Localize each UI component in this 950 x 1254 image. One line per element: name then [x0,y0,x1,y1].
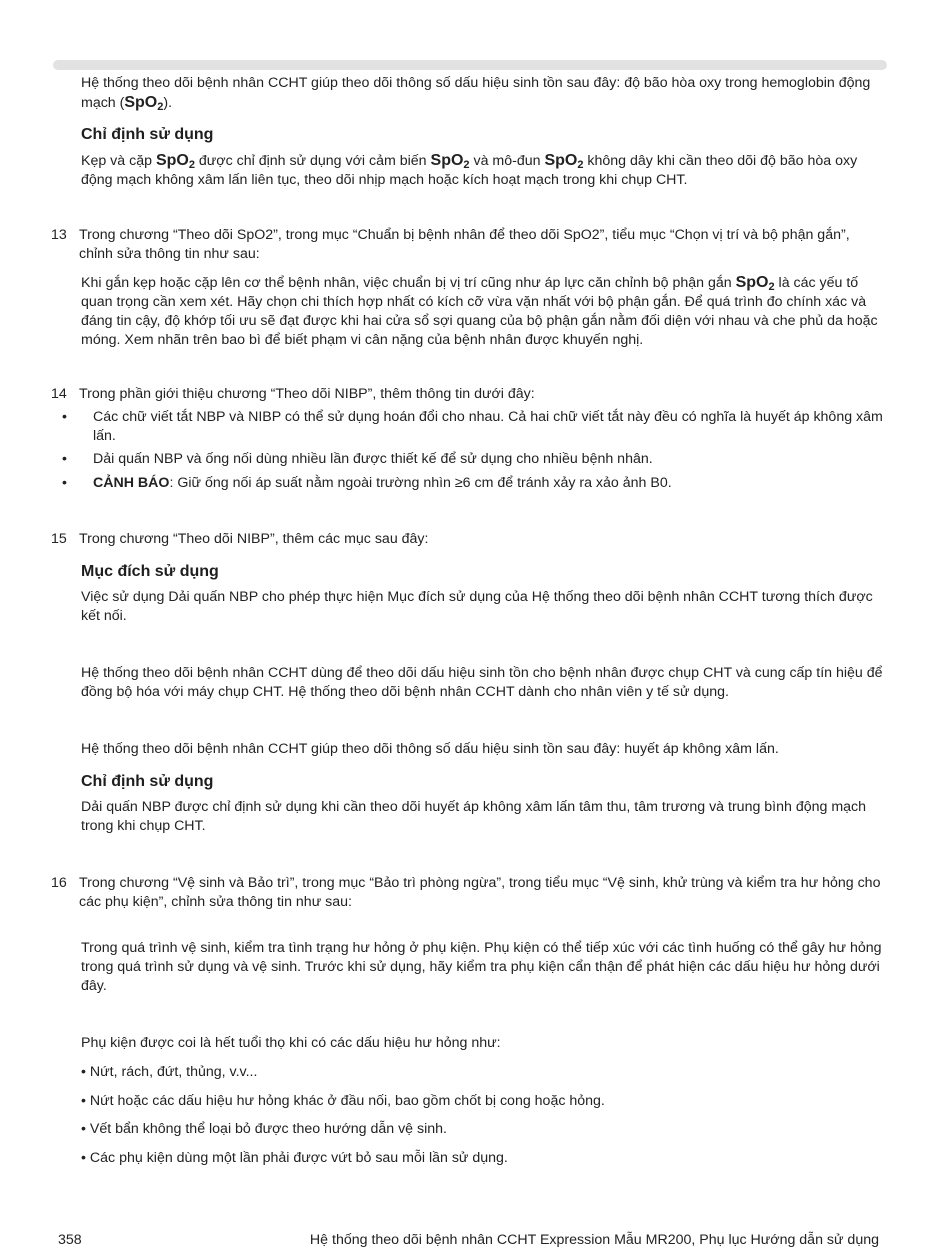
nibp-indications-paragraph: Dải quấn NBP được chỉ định sử dụng khi cần theo dõi huyết áp không xâm lấn tâm thu, tâm trương và trung bình động mạch trong khi chụp CHT. [81,799,867,834]
header-rule [53,60,887,70]
item-13-paragraph: Khi gắn kẹp hoặc cặp lên cơ thể bệnh nhân, việc chuẩn bị vị trí cũng như áp lực căn chỉnh bộ phận gắn SpO$_2$ là các yếu tố quan trọng cần xem xét. Hãy chọn chi thích hợp nhất có kích cỡ vừa vặn nhất với bộ phận gắn. Để quá trình đo chính xác và đáng tin cậy, độ khớp tối ưu sẽ đạt được khi hai cửa sổ sợi quang của bộ phận gắn nằm đối diện với nhau và che phủ da hoặc móng. Xem nhãn trên bao bì để biết phạm vi cân nặng của bệnh nhân được khuyến nghị. [81,274,878,348]
item-14-number: 14 [51,386,67,402]
bullet-marker: • [62,451,67,467]
list-item: • Nứt hoặc các dấu hiệu hư hỏng khác ở đầu nối, bao gồm chốt bị cong hoặc hỏng. [81,1093,605,1109]
list-item: Dải quấn NBP và ống nối dùng nhiều lần được thiết kế để sử dụng cho nhiều bệnh nhân. [93,451,653,467]
intended-use-paragraph: Việc sử dụng Dải quấn NBP cho phép thực hiện Mục đích sử dụng của Hệ thống theo dõi bệnh nhân CCHT tương thích được kết nối. [81,589,873,624]
bullet-marker: • [62,475,67,491]
list-item: • Vết bẩn không thể loại bỏ được theo hướng dẫn vệ sinh. [81,1121,447,1137]
bullet-marker: • [62,409,67,425]
cleaning-paragraph: Trong quá trình vệ sinh, kiểm tra tình trạng hư hỏng ở phụ kiện. Phụ kiện có thể tiếp xúc với các tình huống có thể gây hư hỏng trong quá trình sử dụng và vệ sinh. Trước khi sử dụng, hãy kiểm tra phụ kiện cẩn thận để phát hiện các dấu hiệu hư hỏng dưới đây. [81,940,882,994]
nibp-parameter-paragraph: Hệ thống theo dõi bệnh nhân CCHT giúp theo dõi thông số dấu hiệu sinh tồn sau đây: huyết áp không xâm lấn. [81,741,779,757]
list-item: Các chữ viết tắt NBP và NIBP có thể sử dụng hoán đổi cho nhau. Cả hai chữ viết tắt này đều có nghĩa là huyết áp không xâm lấn. [93,409,883,444]
warning-item: CẢNH BÁO: Giữ ống nối áp suất nằm ngoài trường nhìn ≥6 cm để tránh xảy ra xảo ảnh B0. [93,475,672,491]
item-15-number: 15 [51,531,67,547]
item-14-text: Trong phần giới thiệu chương “Theo dõi NIBP”, thêm thông tin dưới đây: [79,386,535,402]
list-item: • Các phụ kiện dùng một lần phải được vứt bỏ sau mỗi lần sử dụng. [81,1150,508,1166]
indications-heading: Chỉ định sử dụng [81,126,214,143]
end-of-life-paragraph: Phụ kiện được coi là hết tuổi thọ khi có các dấu hiệu hư hỏng như: [81,1035,501,1051]
item-13-text: Trong chương “Theo dõi SpO2”, trong mục “Chuẩn bị bệnh nhân để theo dõi SpO2”, tiểu mục “Chọn vị trí và bộ phận gắn”, chỉnh sửa thông tin như sau: [79,227,850,262]
item-16-text: Trong chương “Vệ sinh và Bảo trì”, trong mục “Bảo trì phòng ngừa”, trong tiểu mục “Vệ sinh, khử trùng và kiểm tra hư hỏng cho các phụ kiện”, chỉnh sửa thông tin như sau: [79,875,881,910]
footer-title: Hệ thống theo dõi bệnh nhân CCHT Expression Mẫu MR200, Phụ lục Hướng dẫn sử dụng [309,1232,879,1248]
spo2-intro-paragraph: Hệ thống theo dõi bệnh nhân CCHT giúp theo dõi thông số dấu hiệu sinh tồn sau đây: độ bão hòa oxy trong hemoglobin động mạch (SpO$_2$). [81,75,871,113]
intended-use-heading: Mục đích sử dụng [81,563,219,580]
item-13-number: 13 [51,227,67,243]
warning-label: CẢNH BÁO [93,475,170,491]
nibp-indications-heading: Chỉ định sử dụng [81,773,214,790]
item-16-number: 16 [51,875,67,891]
indications-paragraph: Kẹp và cặp SpO$_2$ được chỉ định sử dụng với cảm biến SpO$_2$ và mô-đun SpO$_2$ không dây khi cần theo dõi độ bão hòa oxy động mạch không xâm lấn liên tục, theo dõi nhịp mạch hoặc kích hoạt mạch trong khi chụp CHT. [81,152,858,188]
page-number: 358 [58,1232,82,1248]
item-15-text: Trong chương “Theo dõi NIBP”, thêm các mục sau đây: [79,531,429,547]
system-purpose-paragraph: Hệ thống theo dõi bệnh nhân CCHT dùng để theo dõi dấu hiệu sinh tồn cho bệnh nhân được chụp CHT và cung cấp tín hiệu để đồng bộ hóa với máy chụp CHT. Hệ thống theo dõi bệnh nhân CCHT dành cho nhân viên y tế sử dụng. [81,665,883,700]
spo2-term: SpO$_2$ [124,94,164,113]
list-item: • Nứt, rách, đứt, thủng, v.v... [81,1064,258,1080]
